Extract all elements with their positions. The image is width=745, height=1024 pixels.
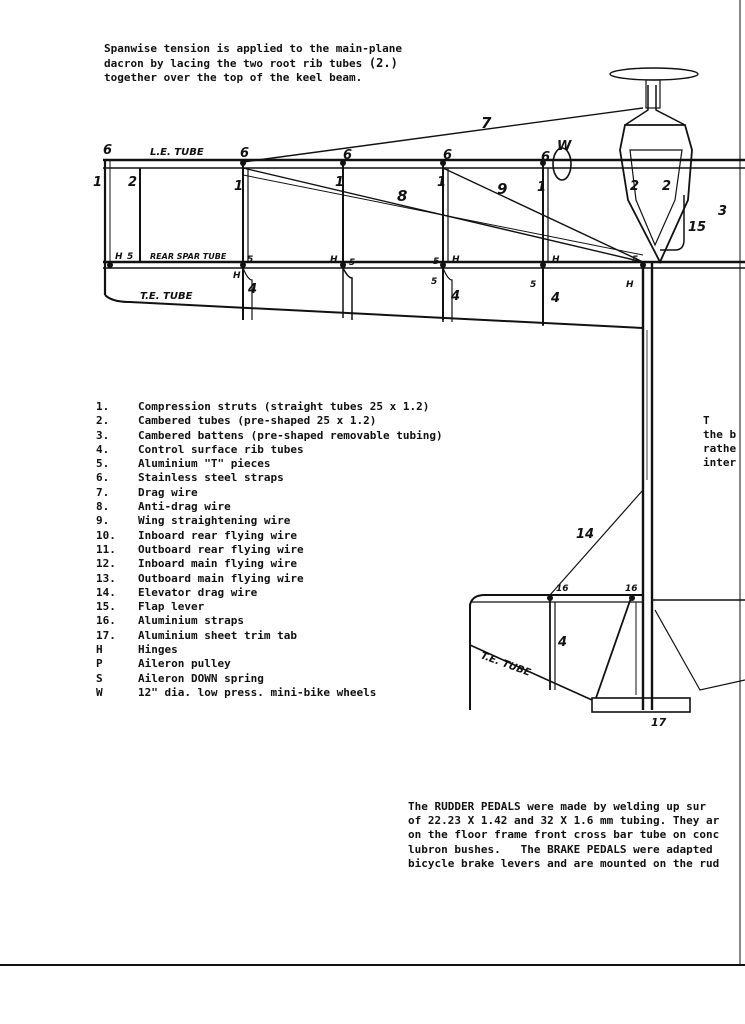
elevator-drag-wire (550, 490, 643, 595)
note-line-4: lubron bushes. The BRAKE PEDALS were adapted (408, 842, 713, 856)
num-4-a: 4 (248, 282, 258, 297)
num-5-a: 5 (127, 252, 134, 262)
te-tube-tail (470, 595, 643, 710)
num-16-b: 16 (625, 584, 638, 594)
legend-key: 17. (96, 628, 116, 642)
legend-text: Inboard main flying wire (138, 557, 297, 571)
num-2-c: 2 (662, 179, 672, 194)
note-line-1: The RUDDER PEDALS were made by welding up sur (408, 800, 707, 813)
legend-text: Anti-drag wire (138, 500, 231, 514)
note-line-3: on the floor frame front cross bar tube on conc (408, 828, 720, 842)
num-5-c: 5 (349, 258, 356, 268)
label-le-tube: L.E. TUBE (150, 147, 204, 158)
hinge-h-b: H (233, 271, 241, 281)
legend-text: Cambered tubes (pre-shaped 25 x 1.2) (138, 414, 377, 428)
legend-key: 3. (96, 428, 110, 442)
num-2-a: 2 (128, 175, 138, 190)
num-3: 3 (718, 204, 728, 219)
legend-key: 13. (96, 571, 116, 585)
legend-text: Aluminium straps (138, 614, 244, 628)
legend-text: Control surface rib tubes (138, 442, 304, 456)
legend-text: Elevator drag wire (138, 585, 258, 599)
num-5-b: 5 (247, 255, 254, 265)
num-8: 8 (397, 187, 408, 205)
legend-key: 11. (96, 542, 116, 556)
legend-text: Aileron pulley (138, 657, 231, 671)
num-1-d: 1 (437, 175, 447, 190)
legend-text: Cambered battens (pre-shaped removable tubing) (138, 428, 443, 442)
label-rear-spar-tube: REAR SPAR TUBE (150, 252, 227, 261)
legend-key: 14. (96, 585, 116, 599)
cut-off-text (703, 414, 736, 470)
num-4-c: 4 (551, 291, 561, 306)
legend-key: 4. (96, 442, 110, 456)
cut-line-4: inter (703, 456, 737, 469)
legend-key: S (96, 671, 103, 685)
num-1-e: 1 (537, 180, 547, 195)
num-14: 14 (576, 527, 595, 542)
legend-text: Aileron DOWN spring (138, 671, 264, 685)
intro-line-2: dacron by lacing the two root rib tubes (104, 57, 369, 70)
legend-key: 9. (96, 514, 110, 528)
num-6-b: 6 (240, 146, 250, 161)
legend-key: P (96, 657, 103, 671)
legend-key: 6. (96, 471, 110, 485)
intro-line-3: together over the top of the keel beam. (104, 71, 363, 84)
trim-tab (592, 698, 690, 712)
num-2-b: 2 (630, 179, 640, 194)
num-6-d: 6 (443, 148, 453, 163)
num-1-c: 1 (335, 175, 345, 190)
legend-key: 2. (96, 414, 110, 428)
legend-text: Aluminium sheet trim tab (138, 628, 297, 642)
cut-line-1: T (703, 414, 710, 427)
legend-key: 7. (96, 485, 110, 499)
legend-text: Inboard rear flying wire (138, 528, 297, 542)
legend-text: Drag wire (138, 485, 198, 499)
legend-key: 12. (96, 557, 116, 571)
hinge-h-a: H (115, 252, 123, 262)
num-15: 15 (688, 220, 707, 235)
num-5-d: 5 (433, 257, 440, 267)
legend-text: Wing straightening wire (138, 514, 291, 528)
hinge-h-d: H (452, 255, 460, 265)
legend-key: 15. (96, 600, 116, 614)
rudder-pedals-note (408, 800, 719, 871)
legend-key: 1. (96, 400, 110, 413)
legend-key: H (96, 643, 103, 657)
legend-key: 5. (96, 457, 110, 471)
num-9: 9 (497, 180, 508, 198)
intro-ref-2: (2.) (368, 56, 398, 70)
note-line-5: bicycle brake levers and are mounted on the rud (408, 856, 720, 870)
label-te-tube-tail: T.E. TUBE (478, 650, 533, 679)
num-4-d: 4 (558, 635, 568, 650)
legend-text: Aluminium "T" pieces (138, 457, 271, 471)
legend-key: 16. (96, 614, 116, 628)
label-w: W (557, 139, 572, 154)
num-1-a: 1 (93, 175, 103, 190)
num-17: 17 (651, 716, 667, 729)
note-line-2: of 22.23 X 1.42 and 32 X 1.6 mm tubing. They ar (408, 814, 720, 828)
num-7: 7 (481, 114, 492, 132)
cut-line-3: rathe (703, 442, 737, 455)
num-6-a: 6 (103, 143, 113, 158)
label-te-tube: T.E. TUBE (140, 291, 193, 302)
legend-text: Outboard main flying wire (138, 571, 304, 585)
num-5-e: 5 (632, 255, 639, 265)
legend-text: Stainless steel straps (138, 471, 284, 485)
legend-key: 8. (96, 500, 110, 514)
legend-key: W (96, 685, 103, 699)
intro-line-1: Spanwise tension is applied to the main-plane (104, 42, 403, 55)
num-6-c: 6 (343, 148, 353, 163)
legend-key: 10. (96, 528, 116, 542)
legend-text: Flap lever (138, 600, 205, 614)
legend-text: Compression struts (straight tubes 25 x 1.2) (138, 400, 430, 413)
hinge-h-e: H (552, 255, 560, 265)
hinge-h-f: H (626, 280, 634, 290)
legend-text: 12" dia. low press. mini-bike wheels (138, 685, 377, 699)
legend-text: Hinges (138, 643, 178, 657)
num-4-b: 4 (451, 289, 461, 304)
hinge-h-c: H (330, 255, 338, 265)
num-16-a: 16 (556, 584, 569, 594)
num-1-b: 1 (234, 179, 244, 194)
num-5-g: 5 (530, 280, 537, 290)
legend-text: Outboard rear flying wire (138, 542, 304, 556)
cut-line-2: the b (703, 428, 737, 441)
num-5-f: 5 (431, 277, 438, 287)
num-6-e: 6 (541, 150, 551, 165)
